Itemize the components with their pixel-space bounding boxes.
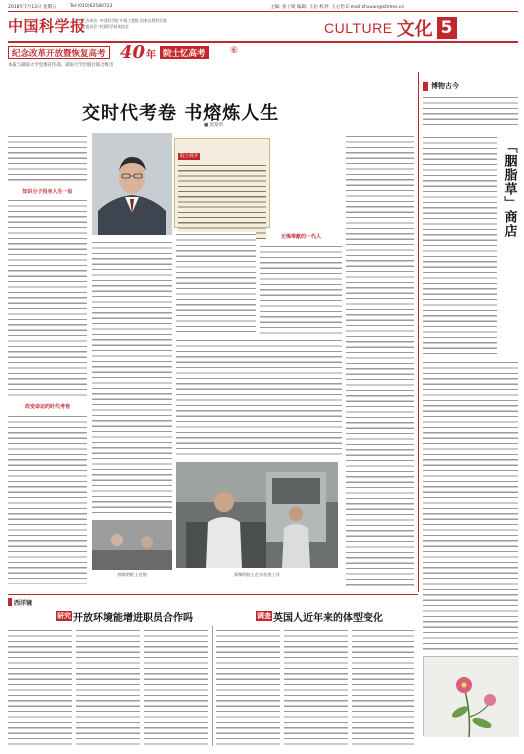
section-cn: 文化	[396, 19, 433, 40]
right-column-intro	[423, 95, 518, 127]
bottom-text-col-3	[144, 628, 208, 746]
editors-line: 主编: 张子锁 编辑: 王岩 校对: 王心怡 E-mail:zhxuan@stimes.cn	[270, 5, 405, 10]
culture-section-header	[324, 17, 457, 39]
article-column-left	[8, 134, 87, 584]
masthead-topline	[8, 4, 518, 12]
section-en: CULTURE	[324, 20, 393, 36]
flower-illustration	[423, 656, 518, 736]
text-block	[8, 414, 87, 584]
bottom-text-col-2	[76, 628, 140, 746]
section-heading-1	[8, 187, 87, 195]
tel-line: Tel:(010)62580723	[70, 4, 113, 9]
bio-box-title: 院士简介	[180, 154, 199, 159]
bottom-right-headline	[256, 610, 383, 622]
bottom-section-label	[8, 597, 32, 607]
lab-photo-caption: 郭黎明院士在实验室工作	[233, 572, 281, 577]
banner-subtitle: 本报与湖南大学党委宣传部、湖南大学出版社联合推出	[8, 63, 114, 68]
bottom-text-col-4	[216, 628, 280, 746]
heading-marker	[423, 82, 428, 91]
masthead-rule	[8, 41, 518, 43]
bottom-text-col-5	[284, 628, 348, 746]
bio-text	[178, 163, 266, 239]
banner-left-text: 纪念改革开放暨恢复高考	[12, 48, 106, 59]
right-title: 英国人近年来的体型变化	[273, 612, 383, 624]
small-photo	[92, 520, 172, 570]
heading-text: 博物古今	[431, 82, 459, 90]
bottom-text-col-1	[8, 628, 72, 746]
banner-year-suffix: 年	[146, 50, 156, 61]
date-line: 2018年7月13日 星期五	[8, 5, 57, 10]
lab-photo-illustration	[176, 462, 338, 568]
right-tag: 调查	[257, 612, 271, 620]
article-end-column-left	[8, 586, 418, 587]
text-block	[8, 134, 87, 184]
right-column-heading	[423, 80, 518, 92]
text-block	[8, 198, 87, 398]
section2-text: 改变命运的时代考卷	[24, 403, 70, 410]
bottom-text-col-6	[352, 628, 414, 746]
bottom-divider	[212, 626, 213, 746]
banner-episode: ⑥	[230, 46, 239, 56]
masthead-logo: 中国科学报	[8, 17, 86, 35]
main-article-title: 交时代考卷 书熔炼人生	[82, 103, 280, 124]
essay-body	[423, 135, 497, 355]
flower-illustration-svg	[424, 657, 519, 737]
article-column-center-4	[176, 338, 342, 458]
portrait-caption: 郭黎明院士近照	[117, 572, 147, 577]
essay-body-continued	[423, 360, 518, 650]
article-column-center-1	[92, 240, 172, 515]
small-photo-illustration	[92, 520, 172, 570]
left-title: 开放环境能增进职员合作吗	[73, 612, 193, 624]
bottom-label-marker	[8, 598, 12, 606]
academician-bio-box	[174, 138, 270, 228]
lab-photo	[176, 462, 338, 568]
bottom-left-headline	[56, 610, 193, 622]
vertical-divider	[418, 72, 419, 592]
article-column-center-2	[176, 232, 256, 332]
banner-right-text: 院士忆高考	[163, 48, 206, 59]
main-article-author: ■ 郭黎明	[204, 123, 224, 128]
portrait-photo	[92, 133, 172, 235]
masthead-notice: 主办单位: 中国科学院 中国工程院 国家自然科学基金委员会 中国科学技术协会	[82, 18, 167, 29]
section-heading-3	[260, 232, 342, 240]
bottom-label-text: 西洋镜	[14, 599, 33, 607]
anniversary-banner	[8, 42, 273, 70]
left-tag: 研究	[57, 612, 71, 620]
banner-right-box	[160, 46, 209, 59]
portrait-illustration	[92, 133, 172, 235]
section1-text: 知识分子投身人生一站	[22, 188, 73, 195]
essay-title-text: 「胭脂草」商店	[501, 140, 517, 238]
page-number-badge: 5	[437, 17, 457, 39]
banner-left-box	[8, 46, 110, 59]
bottom-section-rule	[8, 594, 418, 595]
article-column-center-3	[260, 244, 342, 334]
section-heading-2	[8, 402, 87, 410]
article-column-right-text	[346, 134, 414, 586]
banner-years: 40	[120, 42, 146, 63]
section3-text: 无悔奉献的一代人	[280, 233, 321, 240]
essay-title-vertical	[500, 140, 518, 250]
